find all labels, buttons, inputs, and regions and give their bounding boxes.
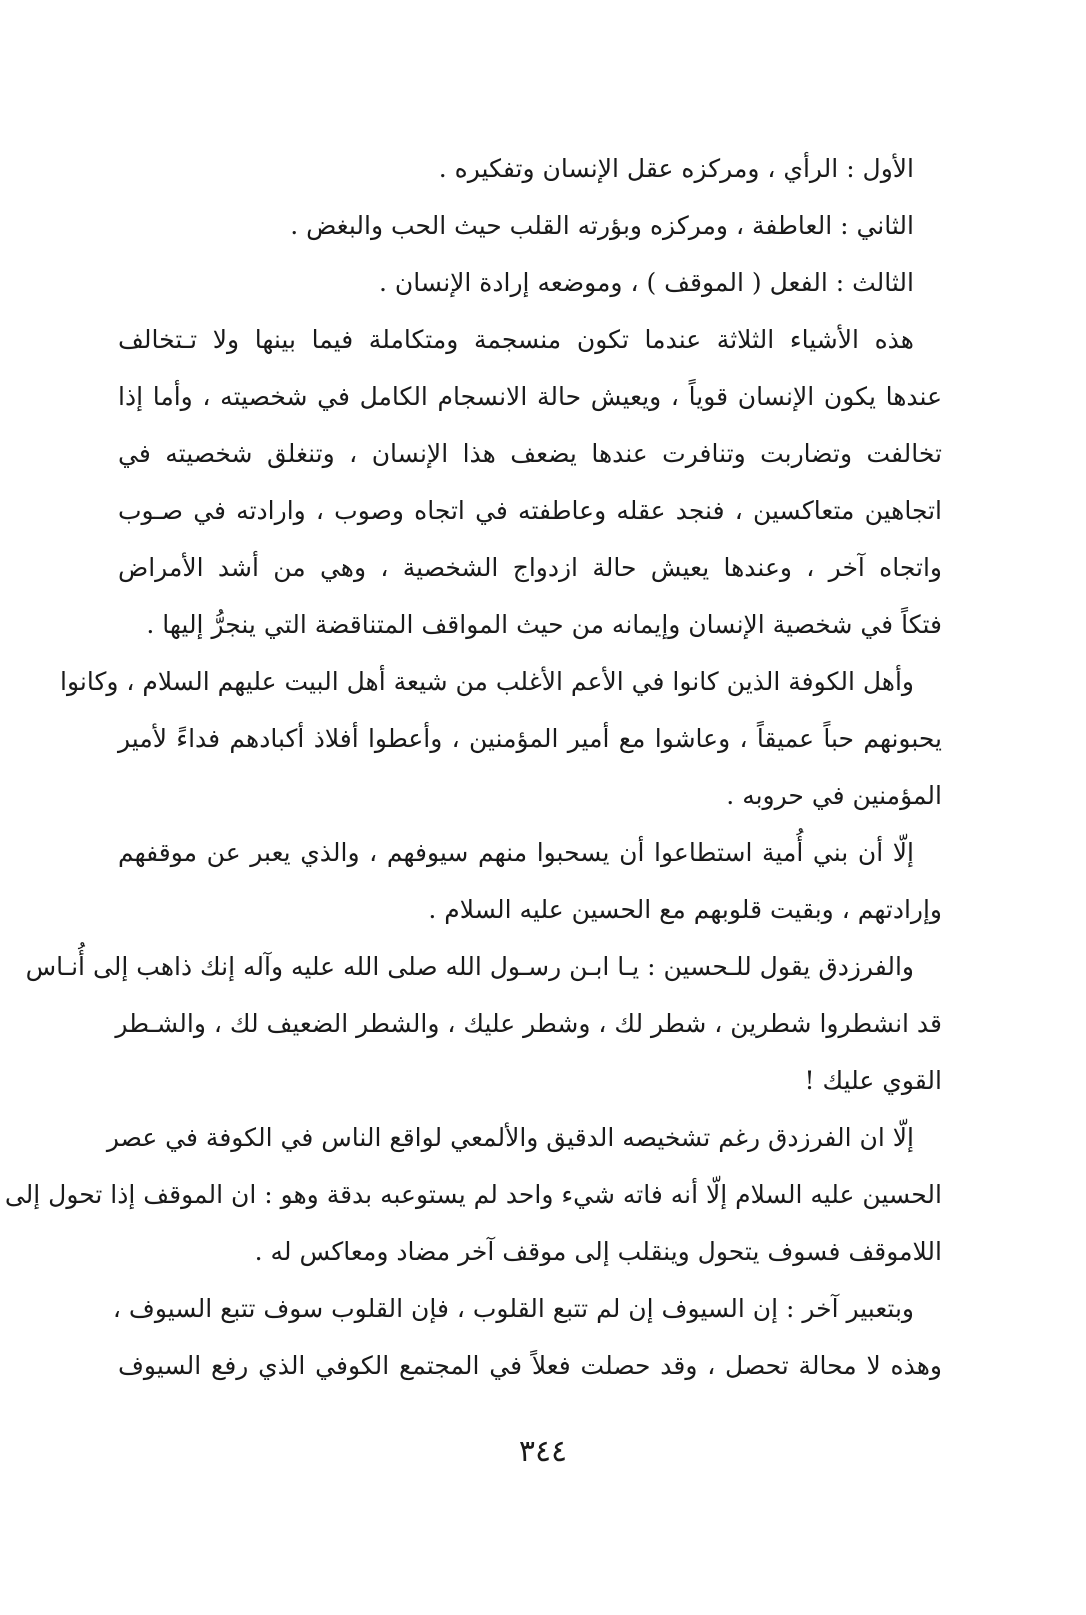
text-line: الثالث : الفعل ( الموقف ) ، وموضعه إرادة الإنسان . — [379, 268, 914, 297]
text-line: وهذه لا محالة تحصل ، وقد حصلت فعلاً في المجتمع الكوفي الذي رفع السيوف — [118, 1351, 942, 1380]
paragraph — [118, 140, 942, 197]
paragraph — [118, 254, 942, 311]
page-body — [4, 140, 942, 1394]
text-line: وإرادتهم ، وبقيت قلوبهم مع الحسين عليه السلام . — [428, 895, 942, 924]
text-line: تخالفت وتضاربت وتنافرت عندها يضعف هذا الإنسان ، وتنغلق شخصيته في — [118, 439, 942, 468]
text-line: يحبونهم حباً عميقاً ، وعاشوا مع أمير المؤمنين ، وأعطوا أفلاذ أكبادهم فداءً لأمير — [118, 724, 942, 753]
text-line: الحسين عليه السلام إلّا أنه فاته شيء واحد لم يستوعبه بدقة وهو : ان الموقف إذا تحول إلى — [4, 1180, 942, 1209]
text-line: المؤمنين في حروبه . — [726, 781, 942, 810]
text-line: اتجاهين متعاكسين ، فنجد عقله وعاطفته في اتجاه وصوب ، وارادته في صـوب — [118, 496, 942, 525]
text-line: اللاموقف فسوف يتحول وينقلب إلى موقف آخر مضاد ومعاكس له . — [254, 1237, 942, 1266]
text-line: واتجاه آخر ، وعندها يعيش حالة ازدواج الشخصية ، وهي من أشد الأمراض — [118, 553, 942, 582]
paragraph — [118, 197, 942, 254]
paragraph — [118, 311, 942, 653]
text-line: الثاني : العاطفة ، ومركزه وبؤرته القلب حيث الحب والبغض . — [290, 211, 914, 240]
text-line: هذه الأشياء الثلاثة عندما تكون منسجمة ومتكاملة فيما بينها ولا تـتخالف — [118, 325, 914, 354]
page-number: ٣٤٤ — [518, 1434, 568, 1469]
text-line: فتكاً في شخصية الإنسان وإيمانه من حيث المواقف المتناقضة التي ينجرُّ إليها . — [146, 610, 942, 639]
paragraph — [112, 1280, 942, 1394]
paragraph — [25, 938, 942, 1109]
text-line: قد انشطروا شطرين ، شطر لك ، وشطر عليك ، والشطر الضعيف لك ، والشـطر — [115, 1009, 942, 1038]
text-line: إلّا ان الفرزدق رغم تشخيصه الدقيق والألمعي لواقع الناس في الكوفة في عصر — [106, 1123, 914, 1152]
paragraph — [118, 824, 942, 938]
paragraph — [60, 653, 942, 824]
text-line: إلّا أن بني أُمية استطاعوا أن يسحبوا منهم سيوفهم ، والذي يعبر عن موقفهم — [118, 838, 914, 867]
paragraph — [4, 1109, 942, 1280]
text-line: والفرزدق يقول للـحسين : يـا ابـن رسـول الله صلى الله عليه وآله إنك ذاهب إلى أُنـاس — [25, 952, 914, 981]
text-line: الأول : الرأي ، ومركزه عقل الإنسان وتفكيره . — [438, 154, 914, 183]
text-line: القوي عليك ! — [804, 1066, 942, 1095]
text-line: وبتعبير آخر : إن السيوف إن لم تتبع القلوب ، فإن القلوب سوف تتبع السيوف ، — [112, 1294, 914, 1323]
text-line: عندها يكون الإنسان قوياً ، ويعيش حالة الانسجام الكامل في شخصيته ، وأما إذا — [118, 382, 942, 411]
text-line: وأهل الكوفة الذين كانوا في الأعم الأغلب من شيعة أهل البيت عليهم السلام ، وكانوا — [60, 667, 914, 696]
